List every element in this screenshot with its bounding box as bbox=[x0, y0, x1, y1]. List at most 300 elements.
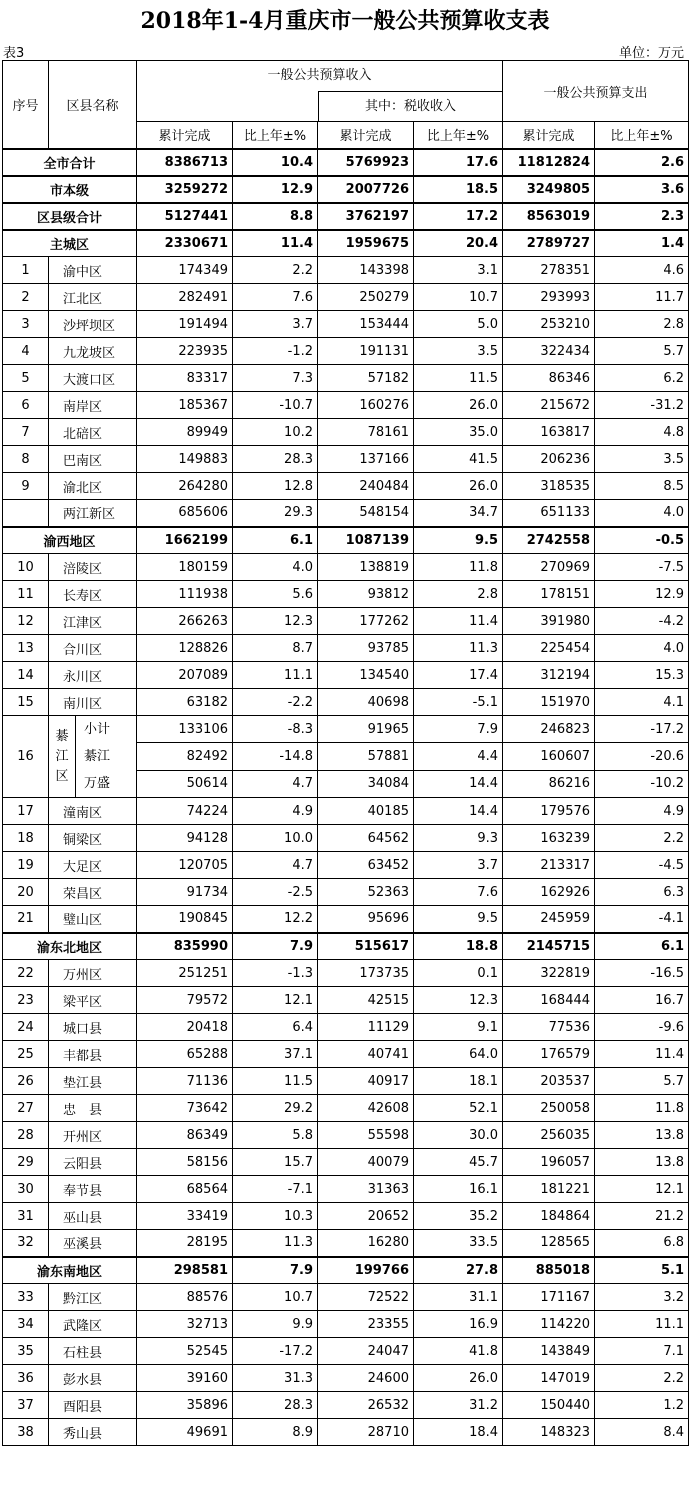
tax-cumulative: 20652 bbox=[318, 1203, 414, 1230]
revenue-yoy: 10.7 bbox=[233, 1284, 318, 1311]
region-name: 彭水县 bbox=[49, 1365, 137, 1392]
row-number: 24 bbox=[3, 1014, 49, 1041]
revenue-cumulative: 282491 bbox=[137, 284, 233, 311]
tax-cumulative: 134540 bbox=[318, 662, 414, 689]
table-row bbox=[3, 716, 689, 743]
table-row bbox=[3, 1176, 689, 1203]
region-name: 秀山县 bbox=[49, 1419, 137, 1446]
tax-cumulative: 24047 bbox=[318, 1338, 414, 1365]
revenue-yoy: 10.3 bbox=[233, 1203, 318, 1230]
expense-cumulative: 203537 bbox=[503, 1068, 595, 1095]
tax-yoy: 4.4 bbox=[414, 743, 503, 770]
table-row bbox=[3, 906, 689, 933]
table-row bbox=[3, 446, 689, 473]
region-name: 巴南区 bbox=[49, 446, 137, 473]
expense-yoy: 16.7 bbox=[595, 987, 689, 1014]
tax-yoy: 14.4 bbox=[414, 798, 503, 825]
table-row bbox=[3, 392, 689, 419]
revenue-yoy: 29.2 bbox=[233, 1095, 318, 1122]
expense-yoy: 21.2 bbox=[595, 1203, 689, 1230]
expense-cumulative: 651133 bbox=[503, 500, 595, 527]
revenue-yoy: 4.7 bbox=[233, 852, 318, 879]
revenue-cumulative: 1662199 bbox=[137, 527, 233, 554]
tax-yoy: 18.4 bbox=[414, 1419, 503, 1446]
expense-yoy: 2.8 bbox=[595, 311, 689, 338]
revenue-yoy: -8.3 bbox=[233, 716, 318, 743]
region-name: 主城区 bbox=[3, 230, 137, 257]
tax-cumulative: 40079 bbox=[318, 1149, 414, 1176]
expense-yoy: 6.2 bbox=[595, 365, 689, 392]
table-row bbox=[3, 338, 689, 365]
expense-cumulative: 176579 bbox=[503, 1041, 595, 1068]
tax-yoy: 12.3 bbox=[414, 987, 503, 1014]
expense-cumulative: 293993 bbox=[503, 284, 595, 311]
region-name: 巫山县 bbox=[49, 1203, 137, 1230]
expense-cumulative: 147019 bbox=[503, 1365, 595, 1392]
region-name: 渝东北地区 bbox=[3, 933, 137, 960]
summary-row bbox=[3, 527, 689, 554]
summary-row bbox=[3, 149, 689, 176]
expense-yoy: 4.1 bbox=[595, 689, 689, 716]
tax-cumulative: 153444 bbox=[318, 311, 414, 338]
tax-cumulative: 515617 bbox=[318, 933, 414, 960]
expense-yoy: 1.2 bbox=[595, 1392, 689, 1419]
revenue-yoy: 12.3 bbox=[233, 608, 318, 635]
revenue-yoy: 4.9 bbox=[233, 798, 318, 825]
row-number: 8 bbox=[3, 446, 49, 473]
revenue-yoy: -1.2 bbox=[233, 338, 318, 365]
table-row bbox=[3, 825, 689, 852]
revenue-cumulative: 223935 bbox=[137, 338, 233, 365]
expense-yoy: 2.2 bbox=[595, 1365, 689, 1392]
row-number: 37 bbox=[3, 1392, 49, 1419]
revenue-yoy: 6.1 bbox=[233, 527, 318, 554]
tax-yoy: 18.5 bbox=[414, 176, 503, 203]
row-number bbox=[3, 500, 49, 527]
expense-cumulative: 86216 bbox=[503, 770, 595, 797]
revenue-yoy: 12.2 bbox=[233, 906, 318, 933]
tax-cumulative: 2007726 bbox=[318, 176, 414, 203]
tax-cumulative: 93812 bbox=[318, 581, 414, 608]
tax-yoy: -5.1 bbox=[414, 689, 503, 716]
expense-cumulative: 162926 bbox=[503, 879, 595, 906]
expense-yoy: 3.6 bbox=[595, 176, 689, 203]
expense-cumulative: 148323 bbox=[503, 1419, 595, 1446]
revenue-cumulative: 185367 bbox=[137, 392, 233, 419]
revenue-cumulative: 82492 bbox=[137, 743, 233, 770]
revenue-yoy: -1.3 bbox=[233, 960, 318, 987]
tax-cumulative: 34084 bbox=[318, 770, 414, 797]
expense-cumulative: 163239 bbox=[503, 825, 595, 852]
tax-cumulative: 3762197 bbox=[318, 203, 414, 230]
row-number: 25 bbox=[3, 1041, 49, 1068]
tax-yoy: 9.5 bbox=[414, 527, 503, 554]
expense-yoy: 2.6 bbox=[595, 149, 689, 176]
revenue-yoy: -10.7 bbox=[233, 392, 318, 419]
region-name: 璧山区 bbox=[49, 906, 137, 933]
tax-cumulative: 26532 bbox=[318, 1392, 414, 1419]
tax-yoy: 26.0 bbox=[414, 473, 503, 500]
table-row bbox=[3, 798, 689, 825]
tax-yoy: 11.4 bbox=[414, 608, 503, 635]
region-name: 忠 县 bbox=[49, 1095, 137, 1122]
expense-cumulative: 245959 bbox=[503, 906, 595, 933]
tax-yoy: 26.0 bbox=[414, 1365, 503, 1392]
region-name: 九龙坡区 bbox=[49, 338, 137, 365]
region-name: 全市合计 bbox=[3, 149, 137, 176]
revenue-yoy: 10.4 bbox=[233, 149, 318, 176]
tax-cumulative: 78161 bbox=[318, 419, 414, 446]
row-number: 22 bbox=[3, 960, 49, 987]
row-number: 18 bbox=[3, 825, 49, 852]
tax-yoy: 41.5 bbox=[414, 446, 503, 473]
header-revenue-group bbox=[137, 61, 503, 122]
row-number: 35 bbox=[3, 1338, 49, 1365]
region-name: 黔江区 bbox=[49, 1284, 137, 1311]
tax-cumulative: 42515 bbox=[318, 987, 414, 1014]
revenue-yoy: 6.4 bbox=[233, 1014, 318, 1041]
table-row bbox=[3, 1014, 689, 1041]
row-number: 28 bbox=[3, 1122, 49, 1149]
header-expense: 一般公共预算支出 bbox=[503, 61, 689, 122]
header-revenue: 一般公共预算收入 bbox=[267, 68, 372, 83]
expense-cumulative: 196057 bbox=[503, 1149, 595, 1176]
expense-yoy: -10.2 bbox=[595, 770, 689, 797]
revenue-yoy: 7.9 bbox=[233, 933, 318, 960]
expense-yoy: 11.1 bbox=[595, 1311, 689, 1338]
revenue-cumulative: 71136 bbox=[137, 1068, 233, 1095]
row-number: 33 bbox=[3, 1284, 49, 1311]
revenue-cumulative: 298581 bbox=[137, 1257, 233, 1284]
expense-yoy: 3.5 bbox=[595, 446, 689, 473]
expense-cumulative: 278351 bbox=[503, 257, 595, 284]
expense-cumulative: 213317 bbox=[503, 852, 595, 879]
region-name: 区县级合计 bbox=[3, 203, 137, 230]
expense-yoy: 13.8 bbox=[595, 1149, 689, 1176]
table-row bbox=[3, 608, 689, 635]
region-name: 渝西地区 bbox=[3, 527, 137, 554]
revenue-cumulative: 28195 bbox=[137, 1230, 233, 1257]
summary-row bbox=[3, 176, 689, 203]
expense-cumulative: 256035 bbox=[503, 1122, 595, 1149]
expense-yoy: 6.3 bbox=[595, 879, 689, 906]
row-number: 10 bbox=[3, 554, 49, 581]
expense-yoy: -31.2 bbox=[595, 392, 689, 419]
tax-yoy: 26.0 bbox=[414, 392, 503, 419]
tax-yoy: 3.5 bbox=[414, 338, 503, 365]
summary-row bbox=[3, 230, 689, 257]
region-name: 梁平区 bbox=[49, 987, 137, 1014]
table-row bbox=[3, 1149, 689, 1176]
tax-yoy: 52.1 bbox=[414, 1095, 503, 1122]
expense-cumulative: 206236 bbox=[503, 446, 595, 473]
page-title: 2018年1-4月重庆市一般公共预算收支表 bbox=[140, 8, 550, 34]
revenue-yoy: 4.0 bbox=[233, 554, 318, 581]
revenue-yoy: 5.6 bbox=[233, 581, 318, 608]
row-number: 12 bbox=[3, 608, 49, 635]
table-row bbox=[3, 554, 689, 581]
tax-cumulative: 63452 bbox=[318, 852, 414, 879]
revenue-cumulative: 52545 bbox=[137, 1338, 233, 1365]
row-number: 1 bbox=[3, 257, 49, 284]
revenue-yoy: -7.1 bbox=[233, 1176, 318, 1203]
tax-cumulative: 137166 bbox=[318, 446, 414, 473]
summary-row bbox=[3, 203, 689, 230]
expense-yoy: 11.8 bbox=[595, 1095, 689, 1122]
tax-yoy: 11.3 bbox=[414, 635, 503, 662]
expense-cumulative: 179576 bbox=[503, 798, 595, 825]
header-exp-cum: 累计完成 bbox=[503, 122, 595, 149]
region-name: 奉节县 bbox=[49, 1176, 137, 1203]
tax-cumulative: 40741 bbox=[318, 1041, 414, 1068]
expense-yoy: 5.1 bbox=[595, 1257, 689, 1284]
revenue-yoy: 37.1 bbox=[233, 1041, 318, 1068]
table-row bbox=[3, 1392, 689, 1419]
expense-cumulative: 3249805 bbox=[503, 176, 595, 203]
tax-yoy: 11.8 bbox=[414, 554, 503, 581]
region-name: 北碚区 bbox=[49, 419, 137, 446]
revenue-cumulative: 39160 bbox=[137, 1365, 233, 1392]
revenue-cumulative: 35896 bbox=[137, 1392, 233, 1419]
tax-cumulative: 138819 bbox=[318, 554, 414, 581]
table-number: 表3 bbox=[3, 46, 25, 61]
revenue-yoy: 11.1 bbox=[233, 662, 318, 689]
expense-yoy: -20.6 bbox=[595, 743, 689, 770]
expense-cumulative: 171167 bbox=[503, 1284, 595, 1311]
revenue-yoy: 8.8 bbox=[233, 203, 318, 230]
table-row bbox=[3, 419, 689, 446]
tax-cumulative: 177262 bbox=[318, 608, 414, 635]
table-row bbox=[3, 852, 689, 879]
tax-yoy: 27.8 bbox=[414, 1257, 503, 1284]
region-name: 沙坪坝区 bbox=[49, 311, 137, 338]
revenue-yoy: 2.2 bbox=[233, 257, 318, 284]
revenue-cumulative: 685606 bbox=[137, 500, 233, 527]
expense-cumulative: 128565 bbox=[503, 1230, 595, 1257]
revenue-cumulative: 50614 bbox=[137, 770, 233, 797]
row-number: 14 bbox=[3, 662, 49, 689]
tax-yoy: 30.0 bbox=[414, 1122, 503, 1149]
expense-cumulative: 77536 bbox=[503, 1014, 595, 1041]
tax-cumulative: 11129 bbox=[318, 1014, 414, 1041]
header-tax-cum: 累计完成 bbox=[318, 122, 414, 149]
expense-cumulative: 270969 bbox=[503, 554, 595, 581]
tax-cumulative: 72522 bbox=[318, 1284, 414, 1311]
tax-yoy: 9.5 bbox=[414, 906, 503, 933]
expense-cumulative: 11812824 bbox=[503, 149, 595, 176]
tax-cumulative: 95696 bbox=[318, 906, 414, 933]
expense-yoy: 4.8 bbox=[595, 419, 689, 446]
region-name: 市本级 bbox=[3, 176, 137, 203]
revenue-yoy: 11.3 bbox=[233, 1230, 318, 1257]
table-row bbox=[3, 987, 689, 1014]
row-number: 20 bbox=[3, 879, 49, 906]
tax-yoy: 17.2 bbox=[414, 203, 503, 230]
revenue-cumulative: 79572 bbox=[137, 987, 233, 1014]
header-rev-yoy: 比上年±% bbox=[233, 122, 318, 149]
tax-cumulative: 250279 bbox=[318, 284, 414, 311]
table-row bbox=[3, 1095, 689, 1122]
expense-yoy: 3.2 bbox=[595, 1284, 689, 1311]
expense-cumulative: 318535 bbox=[503, 473, 595, 500]
expense-yoy: -7.5 bbox=[595, 554, 689, 581]
table-row bbox=[3, 1122, 689, 1149]
expense-cumulative: 215672 bbox=[503, 392, 595, 419]
region-name: 云阳县 bbox=[49, 1149, 137, 1176]
tax-yoy: 11.5 bbox=[414, 365, 503, 392]
table-row bbox=[3, 365, 689, 392]
region-name: 石柱县 bbox=[49, 1338, 137, 1365]
revenue-cumulative: 91734 bbox=[137, 879, 233, 906]
table-row bbox=[3, 1068, 689, 1095]
expense-cumulative: 181221 bbox=[503, 1176, 595, 1203]
tax-yoy: 18.8 bbox=[414, 933, 503, 960]
expense-cumulative: 885018 bbox=[503, 1257, 595, 1284]
row-number: 3 bbox=[3, 311, 49, 338]
expense-yoy: -4.5 bbox=[595, 852, 689, 879]
tax-cumulative: 173735 bbox=[318, 960, 414, 987]
expense-yoy: 4.0 bbox=[595, 500, 689, 527]
header-name: 区县名称 bbox=[49, 61, 137, 149]
tax-yoy: 0.1 bbox=[414, 960, 503, 987]
row-number: 9 bbox=[3, 473, 49, 500]
tax-cumulative: 57881 bbox=[318, 743, 414, 770]
revenue-yoy: 5.8 bbox=[233, 1122, 318, 1149]
revenue-cumulative: 264280 bbox=[137, 473, 233, 500]
revenue-cumulative: 207089 bbox=[137, 662, 233, 689]
revenue-yoy: 8.7 bbox=[233, 635, 318, 662]
table-row bbox=[3, 473, 689, 500]
row-number: 6 bbox=[3, 392, 49, 419]
tax-yoy: 7.6 bbox=[414, 879, 503, 906]
table-row bbox=[3, 1419, 689, 1446]
tax-cumulative: 1087139 bbox=[318, 527, 414, 554]
region-name: 开州区 bbox=[49, 1122, 137, 1149]
tax-cumulative: 1959675 bbox=[318, 230, 414, 257]
revenue-cumulative: 68564 bbox=[137, 1176, 233, 1203]
budget-table bbox=[2, 60, 689, 1446]
table-row bbox=[3, 960, 689, 987]
expense-yoy: 7.1 bbox=[595, 1338, 689, 1365]
region-name: 两江新区 bbox=[49, 500, 137, 527]
tax-cumulative: 548154 bbox=[318, 500, 414, 527]
revenue-cumulative: 73642 bbox=[137, 1095, 233, 1122]
row-number: 38 bbox=[3, 1419, 49, 1446]
table-row bbox=[3, 1203, 689, 1230]
region-name: 江津区 bbox=[49, 608, 137, 635]
expense-yoy: 5.7 bbox=[595, 338, 689, 365]
row-number: 23 bbox=[3, 987, 49, 1014]
row-number: 16 bbox=[3, 716, 49, 798]
expense-yoy: 2.2 bbox=[595, 825, 689, 852]
table-row bbox=[3, 1311, 689, 1338]
row-number: 7 bbox=[3, 419, 49, 446]
tax-cumulative: 40917 bbox=[318, 1068, 414, 1095]
table-row bbox=[3, 662, 689, 689]
revenue-cumulative: 65288 bbox=[137, 1041, 233, 1068]
tax-cumulative: 240484 bbox=[318, 473, 414, 500]
revenue-yoy: 12.1 bbox=[233, 987, 318, 1014]
tax-cumulative: 64562 bbox=[318, 825, 414, 852]
tax-yoy: 3.7 bbox=[414, 852, 503, 879]
expense-yoy: -0.5 bbox=[595, 527, 689, 554]
revenue-yoy: -17.2 bbox=[233, 1338, 318, 1365]
row-number: 5 bbox=[3, 365, 49, 392]
tax-cumulative: 91965 bbox=[318, 716, 414, 743]
revenue-cumulative: 86349 bbox=[137, 1122, 233, 1149]
expense-cumulative: 160607 bbox=[503, 743, 595, 770]
revenue-cumulative: 190845 bbox=[137, 906, 233, 933]
summary-row bbox=[3, 1257, 689, 1284]
revenue-cumulative: 89949 bbox=[137, 419, 233, 446]
revenue-yoy: 8.9 bbox=[233, 1419, 318, 1446]
region-name: 武隆区 bbox=[49, 1311, 137, 1338]
tax-yoy: 14.4 bbox=[414, 770, 503, 797]
revenue-cumulative: 133106 bbox=[137, 716, 233, 743]
table-row bbox=[3, 689, 689, 716]
revenue-cumulative: 180159 bbox=[137, 554, 233, 581]
revenue-yoy: 4.7 bbox=[233, 770, 318, 797]
region-name: 渝中区 bbox=[49, 257, 137, 284]
table-row bbox=[3, 1230, 689, 1257]
table-row bbox=[3, 284, 689, 311]
tax-yoy: 2.8 bbox=[414, 581, 503, 608]
row-number: 27 bbox=[3, 1095, 49, 1122]
region-name: 长寿区 bbox=[49, 581, 137, 608]
expense-yoy: 8.4 bbox=[595, 1419, 689, 1446]
tax-yoy: 64.0 bbox=[414, 1041, 503, 1068]
table-row bbox=[3, 1365, 689, 1392]
expense-cumulative: 250058 bbox=[503, 1095, 595, 1122]
tax-yoy: 9.1 bbox=[414, 1014, 503, 1041]
revenue-cumulative: 33419 bbox=[137, 1203, 233, 1230]
tax-yoy: 17.4 bbox=[414, 662, 503, 689]
tax-yoy: 5.0 bbox=[414, 311, 503, 338]
table-row bbox=[3, 1041, 689, 1068]
region-name: 垫江县 bbox=[49, 1068, 137, 1095]
revenue-cumulative: 5127441 bbox=[137, 203, 233, 230]
expense-cumulative: 114220 bbox=[503, 1311, 595, 1338]
row-number: 15 bbox=[3, 689, 49, 716]
tax-yoy: 16.9 bbox=[414, 1311, 503, 1338]
tax-yoy: 31.1 bbox=[414, 1284, 503, 1311]
row-number: 32 bbox=[3, 1230, 49, 1257]
expense-cumulative: 8563019 bbox=[503, 203, 595, 230]
table-row bbox=[3, 257, 689, 284]
table-body bbox=[3, 149, 689, 1446]
revenue-yoy: 28.3 bbox=[233, 446, 318, 473]
expense-yoy: 1.4 bbox=[595, 230, 689, 257]
expense-cumulative: 322819 bbox=[503, 960, 595, 987]
row-number: 30 bbox=[3, 1176, 49, 1203]
region-name: 江北区 bbox=[49, 284, 137, 311]
tax-cumulative: 199766 bbox=[318, 1257, 414, 1284]
revenue-cumulative: 174349 bbox=[137, 257, 233, 284]
region-name: 铜梁区 bbox=[49, 825, 137, 852]
row-number: 31 bbox=[3, 1203, 49, 1230]
table-row bbox=[3, 581, 689, 608]
expense-cumulative: 2742558 bbox=[503, 527, 595, 554]
qijiang-label: 綦 江 区 bbox=[49, 716, 76, 797]
tax-cumulative: 28710 bbox=[318, 1419, 414, 1446]
revenue-yoy: 11.4 bbox=[233, 230, 318, 257]
expense-yoy: 15.3 bbox=[595, 662, 689, 689]
revenue-yoy: -2.2 bbox=[233, 689, 318, 716]
region-name: 合川区 bbox=[49, 635, 137, 662]
tax-cumulative: 24600 bbox=[318, 1365, 414, 1392]
expense-cumulative: 391980 bbox=[503, 608, 595, 635]
region-name bbox=[49, 716, 137, 798]
